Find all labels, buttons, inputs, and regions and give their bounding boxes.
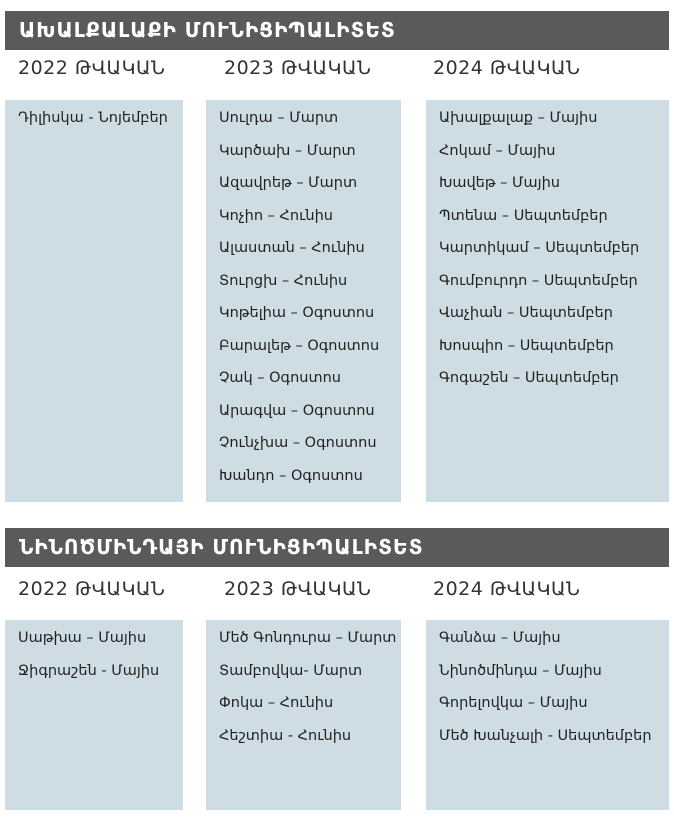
column-2023 [206, 100, 401, 502]
list-item: Ախալքալաք – Մայիս [439, 110, 598, 126]
list-item: Հոկամ – Մայիս [439, 142, 556, 159]
list-item: Պտենա – Սեպտեմբեր [439, 207, 608, 224]
list-item: Ազավրեթ – Մարտ [219, 175, 358, 191]
column-2024 [426, 100, 669, 502]
list-item: Տուրցխ – Հունիս [219, 272, 348, 289]
column-heading-2023: 2023 ԹՎԱԿԱՆ [224, 578, 372, 600]
list-item: Գոգաշեն – Սեպտեմբեր [439, 370, 619, 386]
list-item: Տամբովկա- Մարտ [219, 662, 363, 679]
list-item: Չակ – Օգոստոս [219, 370, 341, 386]
list-item: Գանձա – Մայիս [439, 630, 561, 646]
list-item: Կարտիկամ – Սեպտեմբեր [439, 240, 640, 256]
list-item: Կոչիո – Հունիս [219, 207, 333, 224]
list-item: Հեշտիա - Հունիս [219, 727, 352, 744]
column-2022 [5, 620, 183, 810]
column-heading-2024: 2024 ԹՎԱԿԱՆ [433, 57, 581, 79]
list-item: Կարծախ – Մարտ [219, 142, 356, 159]
section-title: ԱԽԱԼՔԱԼԱՔԻ ՄՈՒՆԻՑԻՊԱԼԻՏԵՏ [5, 11, 669, 50]
list-item: Խանդո – Օգոստոս [219, 467, 363, 484]
list-item: Փոկա – Հունիս [219, 695, 334, 711]
list-item: Սաթխա – Մայիս [18, 630, 147, 646]
column-heading-2024: 2024 ԹՎԱԿԱՆ [433, 578, 581, 600]
column-heading-2022: 2022 ԹՎԱԿԱՆ [18, 578, 166, 600]
list-item: Վաչիան – Սեպտեմբեր [439, 305, 613, 321]
column-heading-2023: 2023 ԹՎԱԿԱՆ [224, 57, 372, 79]
list-item: Ալաստան – Հունիս [219, 240, 365, 256]
list-item: Կոթելիա – Օգոստոս [219, 305, 375, 321]
list-item: Սուլդա – Մարտ [219, 110, 339, 126]
list-item: Խավեթ – Մայիս [439, 175, 560, 191]
list-item: Չունչխա – Օգոստոս [219, 435, 377, 451]
column-2022 [5, 100, 183, 502]
list-item: Նինոծմինդա – Մայիս [439, 662, 602, 679]
list-item: Գորելովկա – Մայիս [439, 695, 588, 711]
section-title: ՆԻՆՈԾՄԻՆԴԱՅԻ ՄՈՒՆԻՑԻՊԱԼԻՏԵՏ [5, 528, 669, 567]
column-2024 [426, 620, 669, 810]
list-item: Դիլիսկա - Նոյեմբեր [18, 110, 168, 126]
list-item: Գումբուրդո – Սեպտեմբեր [439, 272, 638, 289]
list-item: Բարալեթ – Օգոստոս [219, 337, 380, 354]
list-item: Արագվա – Օգոստոս [219, 402, 375, 419]
column-2023 [206, 620, 401, 810]
list-item: Մեծ Խանչալի - Սեպտեմբեր [439, 727, 652, 744]
list-item: Մեծ Գոնդուրա – Մարտ [219, 630, 397, 646]
column-heading-2022: 2022 ԹՎԱԿԱՆ [18, 57, 166, 79]
list-item: Խոսպիո – Սեպտեմբեր [439, 337, 614, 354]
list-item: Ջիգրաշեն - Մայիս [18, 662, 160, 679]
